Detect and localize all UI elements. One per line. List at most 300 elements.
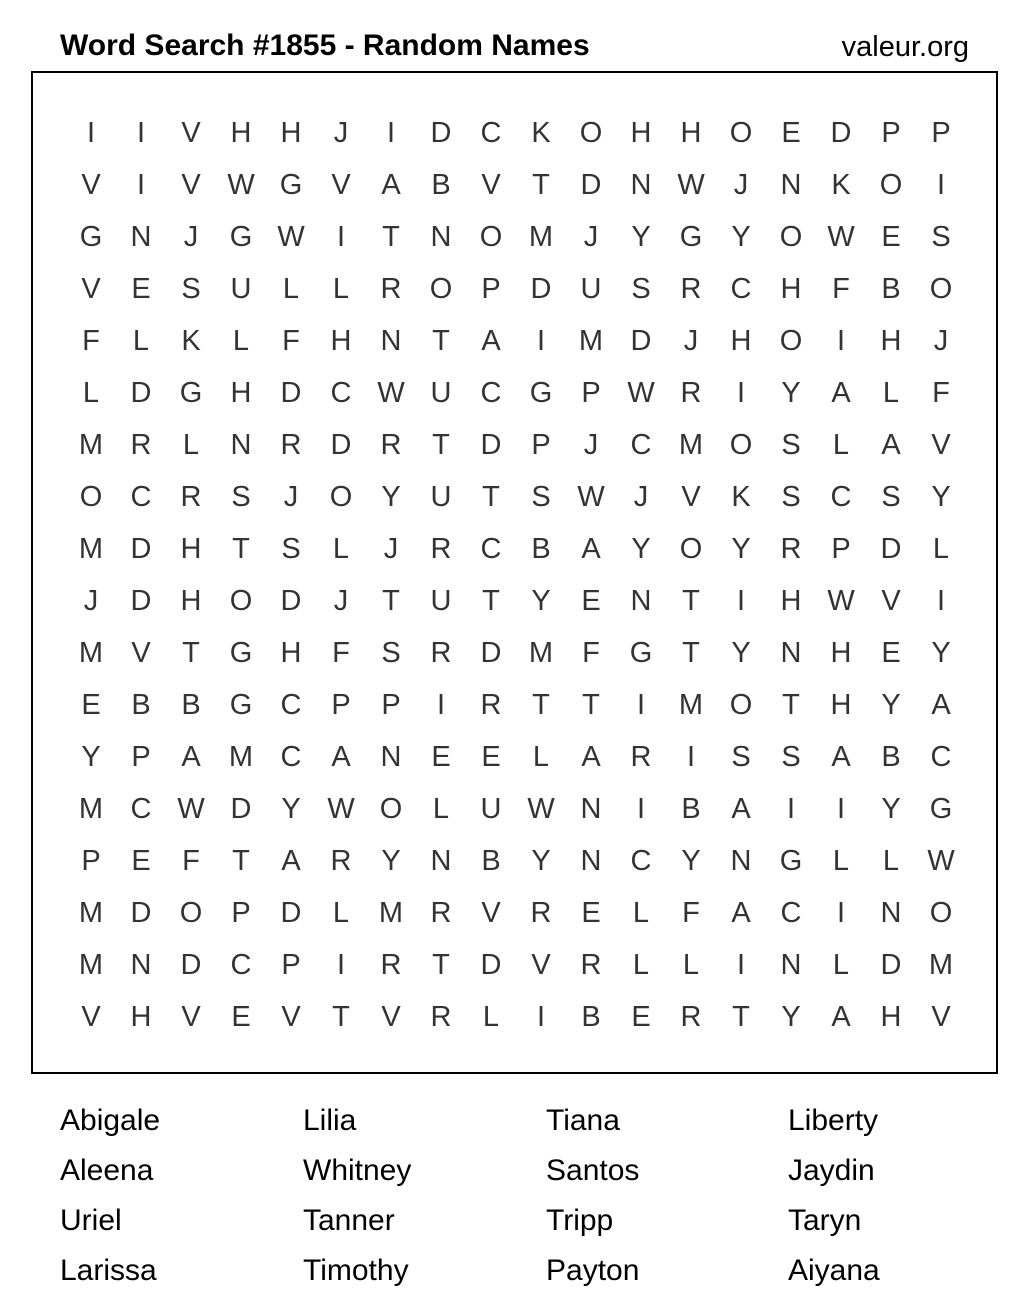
grid-cell[interactable]: H (780, 273, 802, 305)
grid-cell[interactable]: D (130, 533, 152, 565)
grid-cell[interactable]: O (779, 325, 803, 357)
grid-cell[interactable]: P (831, 533, 851, 565)
grid-cell[interactable]: J (683, 325, 699, 357)
grid-cell[interactable]: I (136, 169, 146, 201)
grid-cell[interactable]: S (631, 273, 651, 305)
grid-cell[interactable]: E (781, 117, 801, 149)
grid-cell[interactable]: C (280, 741, 302, 773)
grid-cell[interactable]: I (536, 1001, 546, 1033)
grid-cell[interactable]: H (830, 689, 852, 721)
grid-cell[interactable]: R (380, 949, 402, 981)
grid-cell[interactable]: G (179, 377, 203, 409)
grid-cell[interactable]: H (630, 117, 652, 149)
grid-cell[interactable]: I (936, 585, 946, 617)
grid-cell[interactable]: P (381, 689, 401, 721)
grid-cell[interactable]: O (579, 117, 603, 149)
grid-cell[interactable]: R (680, 377, 702, 409)
grid-cell[interactable]: T (232, 533, 250, 565)
grid-cell[interactable]: R (480, 689, 502, 721)
grid-cell[interactable]: M (78, 533, 104, 565)
grid-cell[interactable]: L (832, 845, 850, 877)
grid-cell[interactable]: U (430, 585, 452, 617)
grid-cell[interactable]: S (781, 741, 801, 773)
grid-cell[interactable]: O (929, 273, 953, 305)
grid-cell[interactable]: O (729, 117, 753, 149)
grid-cell[interactable]: C (630, 429, 652, 461)
grid-cell[interactable]: T (682, 585, 700, 617)
grid-cell[interactable]: Y (531, 585, 551, 617)
grid-cell[interactable]: I (86, 117, 96, 149)
grid-cell[interactable]: B (881, 273, 901, 305)
grid-cell[interactable]: J (333, 117, 349, 149)
grid-cell[interactable]: M (78, 793, 104, 825)
grid-cell[interactable]: R (180, 481, 202, 513)
grid-cell[interactable]: N (430, 845, 452, 877)
grid-cell[interactable]: A (281, 845, 301, 877)
grid-cell[interactable]: N (130, 221, 152, 253)
grid-cell[interactable]: J (633, 481, 649, 513)
grid-cell[interactable]: A (831, 1001, 851, 1033)
grid-cell[interactable]: A (831, 377, 851, 409)
grid-cell[interactable]: C (830, 481, 852, 513)
grid-cell[interactable]: I (936, 169, 946, 201)
grid-cell[interactable]: P (331, 689, 351, 721)
grid-cell[interactable]: C (130, 793, 152, 825)
grid-cell[interactable]: H (330, 325, 352, 357)
grid-cell[interactable]: H (880, 325, 902, 357)
grid-cell[interactable]: T (382, 221, 400, 253)
grid-cell[interactable]: N (780, 169, 802, 201)
grid-cell[interactable]: N (630, 169, 652, 201)
grid-cell[interactable]: N (230, 429, 252, 461)
grid-cell[interactable]: G (629, 637, 653, 669)
grid-cell[interactable]: W (177, 793, 205, 825)
grid-cell[interactable]: V (881, 585, 901, 617)
grid-cell[interactable]: J (583, 429, 599, 461)
grid-cell[interactable]: H (180, 533, 202, 565)
grid-cell[interactable]: T (532, 169, 550, 201)
grid-cell[interactable]: U (430, 377, 452, 409)
grid-cell[interactable]: R (330, 845, 352, 877)
grid-cell[interactable]: P (931, 117, 951, 149)
grid-cell[interactable]: H (730, 325, 752, 357)
grid-cell[interactable]: T (532, 689, 550, 721)
grid-cell[interactable]: D (480, 637, 502, 669)
grid-cell[interactable]: D (130, 585, 152, 617)
grid-cell[interactable]: T (782, 689, 800, 721)
grid-cell[interactable]: H (180, 585, 202, 617)
grid-cell[interactable]: L (632, 949, 650, 981)
grid-cell[interactable]: V (381, 1001, 401, 1033)
grid-cell[interactable]: T (482, 481, 500, 513)
grid-cell[interactable]: W (227, 169, 255, 201)
grid-cell[interactable]: I (336, 221, 346, 253)
grid-cell[interactable]: S (281, 533, 301, 565)
grid-cell[interactable]: N (580, 845, 602, 877)
grid-cell[interactable]: O (779, 221, 803, 253)
grid-cell[interactable]: J (733, 169, 749, 201)
grid-cell[interactable]: B (481, 845, 501, 877)
grid-cell[interactable]: I (736, 377, 746, 409)
grid-cell[interactable]: U (580, 273, 602, 305)
grid-cell[interactable]: R (780, 533, 802, 565)
grid-cell[interactable]: P (531, 429, 551, 461)
grid-cell[interactable]: G (79, 221, 103, 253)
grid-cell[interactable]: Y (881, 689, 901, 721)
grid-cell[interactable]: I (536, 325, 546, 357)
grid-cell[interactable]: C (780, 897, 802, 929)
grid-cell[interactable]: R (530, 897, 552, 929)
grid-cell[interactable]: B (581, 1001, 601, 1033)
grid-cell[interactable]: V (131, 637, 151, 669)
grid-cell[interactable]: A (181, 741, 201, 773)
grid-cell[interactable]: O (729, 429, 753, 461)
grid-cell[interactable]: F (932, 377, 950, 409)
grid-cell[interactable]: Y (931, 481, 951, 513)
grid-cell[interactable]: I (786, 793, 796, 825)
grid-cell[interactable]: D (130, 377, 152, 409)
grid-cell[interactable]: D (280, 585, 302, 617)
grid-cell[interactable]: O (329, 481, 353, 513)
grid-cell[interactable]: E (881, 637, 901, 669)
grid-cell[interactable]: D (630, 325, 652, 357)
grid-cell[interactable]: B (681, 793, 701, 825)
grid-cell[interactable]: I (736, 585, 746, 617)
grid-cell[interactable]: A (481, 325, 501, 357)
grid-cell[interactable]: D (430, 117, 452, 149)
grid-cell[interactable]: M (678, 689, 704, 721)
grid-cell[interactable]: R (380, 273, 402, 305)
grid-cell[interactable]: V (681, 481, 701, 513)
grid-cell[interactable]: R (680, 273, 702, 305)
grid-cell[interactable]: B (431, 169, 451, 201)
grid-cell[interactable]: U (480, 793, 502, 825)
grid-cell[interactable]: N (880, 897, 902, 929)
grid-cell[interactable]: Y (81, 741, 101, 773)
grid-cell[interactable]: R (430, 1001, 452, 1033)
grid-cell[interactable]: E (581, 897, 601, 929)
grid-cell[interactable]: K (831, 169, 851, 201)
grid-cell[interactable]: L (332, 897, 350, 929)
grid-cell[interactable]: E (881, 221, 901, 253)
grid-cell[interactable]: I (836, 897, 846, 929)
grid-cell[interactable]: Y (281, 793, 301, 825)
grid-cell[interactable]: J (333, 585, 349, 617)
grid-cell[interactable]: F (582, 637, 600, 669)
grid-cell[interactable]: I (436, 689, 446, 721)
grid-cell[interactable]: A (931, 689, 951, 721)
grid-cell[interactable]: N (380, 741, 402, 773)
grid-cell[interactable]: L (232, 325, 250, 357)
grid-cell[interactable]: G (929, 793, 953, 825)
grid-cell[interactable]: N (730, 845, 752, 877)
grid-cell[interactable]: I (136, 117, 146, 149)
grid-cell[interactable]: L (632, 897, 650, 929)
grid-cell[interactable]: L (482, 1001, 500, 1033)
grid-cell[interactable]: W (677, 169, 705, 201)
grid-cell[interactable]: O (679, 533, 703, 565)
grid-cell[interactable]: D (480, 429, 502, 461)
grid-cell[interactable]: M (228, 741, 254, 773)
grid-cell[interactable]: O (879, 169, 903, 201)
grid-cell[interactable]: M (528, 221, 554, 253)
grid-cell[interactable]: N (380, 325, 402, 357)
grid-cell[interactable]: D (280, 377, 302, 409)
grid-cell[interactable]: L (432, 793, 450, 825)
grid-cell[interactable]: W (927, 845, 955, 877)
grid-cell[interactable]: Y (631, 533, 651, 565)
grid-cell[interactable]: I (636, 689, 646, 721)
grid-cell[interactable]: N (580, 793, 602, 825)
grid-cell[interactable]: D (580, 169, 602, 201)
grid-cell[interactable]: L (132, 325, 150, 357)
grid-cell[interactable]: R (680, 1001, 702, 1033)
grid-cell[interactable]: R (130, 429, 152, 461)
grid-cell[interactable]: C (480, 117, 502, 149)
grid-cell[interactable]: O (479, 221, 503, 253)
grid-cell[interactable]: J (933, 325, 949, 357)
grid-cell[interactable]: Y (381, 845, 401, 877)
grid-cell[interactable]: L (882, 377, 900, 409)
grid-cell[interactable]: C (230, 949, 252, 981)
grid-cell[interactable]: W (277, 221, 305, 253)
grid-cell[interactable]: V (531, 949, 551, 981)
grid-cell[interactable]: D (480, 949, 502, 981)
grid-cell[interactable]: T (432, 325, 450, 357)
grid-cell[interactable]: B (181, 689, 201, 721)
grid-cell[interactable]: R (580, 949, 602, 981)
grid-cell[interactable]: R (430, 637, 452, 669)
grid-cell[interactable]: W (527, 793, 555, 825)
grid-cell[interactable]: T (482, 585, 500, 617)
grid-cell[interactable]: S (931, 221, 951, 253)
grid-cell[interactable]: A (581, 741, 601, 773)
grid-cell[interactable]: A (731, 897, 751, 929)
grid-cell[interactable]: H (280, 637, 302, 669)
grid-cell[interactable]: E (431, 741, 451, 773)
grid-cell[interactable]: I (636, 793, 646, 825)
grid-cell[interactable]: C (630, 845, 652, 877)
grid-cell[interactable]: S (231, 481, 251, 513)
grid-cell[interactable]: P (581, 377, 601, 409)
grid-cell[interactable]: S (381, 637, 401, 669)
grid-cell[interactable]: E (131, 845, 151, 877)
grid-cell[interactable]: W (827, 585, 855, 617)
grid-cell[interactable]: F (682, 897, 700, 929)
grid-cell[interactable]: A (581, 533, 601, 565)
grid-cell[interactable]: G (529, 377, 553, 409)
grid-cell[interactable]: T (232, 845, 250, 877)
grid-cell[interactable]: F (832, 273, 850, 305)
grid-cell[interactable]: J (183, 221, 199, 253)
grid-cell[interactable]: F (332, 637, 350, 669)
grid-cell[interactable]: C (280, 689, 302, 721)
grid-cell[interactable]: C (330, 377, 352, 409)
grid-cell[interactable]: L (932, 533, 950, 565)
grid-cell[interactable]: J (583, 221, 599, 253)
grid-cell[interactable]: L (532, 741, 550, 773)
grid-cell[interactable]: H (230, 377, 252, 409)
grid-cell[interactable]: W (827, 221, 855, 253)
grid-cell[interactable]: M (528, 637, 554, 669)
grid-cell[interactable]: L (82, 377, 100, 409)
grid-cell[interactable]: Y (931, 637, 951, 669)
grid-cell[interactable]: L (832, 429, 850, 461)
grid-cell[interactable]: T (582, 689, 600, 721)
grid-cell[interactable]: V (81, 273, 101, 305)
grid-cell[interactable]: I (686, 741, 696, 773)
grid-cell[interactable]: R (380, 429, 402, 461)
grid-cell[interactable]: Y (731, 637, 751, 669)
grid-cell[interactable]: N (630, 585, 652, 617)
grid-cell[interactable]: V (931, 429, 951, 461)
grid-cell[interactable]: Y (781, 377, 801, 409)
grid-cell[interactable]: S (881, 481, 901, 513)
grid-cell[interactable]: J (383, 533, 399, 565)
grid-cell[interactable]: L (282, 273, 300, 305)
grid-cell[interactable]: D (230, 793, 252, 825)
grid-cell[interactable]: V (81, 1001, 101, 1033)
grid-cell[interactable]: G (679, 221, 703, 253)
grid-cell[interactable]: O (379, 793, 403, 825)
grid-cell[interactable]: G (229, 221, 253, 253)
grid-cell[interactable]: N (430, 221, 452, 253)
grid-cell[interactable]: O (229, 585, 253, 617)
grid-cell[interactable]: C (130, 481, 152, 513)
grid-cell[interactable]: Y (381, 481, 401, 513)
grid-cell[interactable]: H (230, 117, 252, 149)
grid-cell[interactable]: M (78, 637, 104, 669)
grid-cell[interactable]: Y (681, 845, 701, 877)
grid-cell[interactable]: I (336, 949, 346, 981)
grid-cell[interactable]: V (181, 1001, 201, 1033)
grid-cell[interactable]: D (830, 117, 852, 149)
grid-cell[interactable]: P (881, 117, 901, 149)
grid-cell[interactable]: I (736, 949, 746, 981)
grid-cell[interactable]: F (182, 845, 200, 877)
grid-cell[interactable]: U (230, 273, 252, 305)
grid-cell[interactable]: L (832, 949, 850, 981)
grid-cell[interactable]: R (430, 533, 452, 565)
grid-cell[interactable]: S (531, 481, 551, 513)
grid-cell[interactable]: P (231, 897, 251, 929)
grid-cell[interactable]: Y (531, 845, 551, 877)
grid-cell[interactable]: J (83, 585, 99, 617)
grid-cell[interactable]: I (836, 325, 846, 357)
grid-cell[interactable]: L (682, 949, 700, 981)
grid-cell[interactable]: I (386, 117, 396, 149)
grid-cell[interactable]: T (682, 637, 700, 669)
grid-cell[interactable]: Y (781, 1001, 801, 1033)
grid-cell[interactable]: K (731, 481, 751, 513)
grid-cell[interactable]: D (180, 949, 202, 981)
grid-cell[interactable]: V (331, 169, 351, 201)
grid-cell[interactable]: C (930, 741, 952, 773)
grid-cell[interactable]: G (779, 845, 803, 877)
grid-cell[interactable]: V (481, 897, 501, 929)
grid-cell[interactable]: K (531, 117, 551, 149)
grid-cell[interactable]: D (330, 429, 352, 461)
grid-cell[interactable]: D (530, 273, 552, 305)
grid-cell[interactable]: Y (731, 533, 751, 565)
grid-cell[interactable]: L (332, 533, 350, 565)
grid-cell[interactable]: V (481, 169, 501, 201)
grid-cell[interactable]: S (181, 273, 201, 305)
grid-cell[interactable]: V (181, 169, 201, 201)
grid-cell[interactable]: T (382, 585, 400, 617)
grid-cell[interactable]: C (730, 273, 752, 305)
grid-cell[interactable]: M (78, 429, 104, 461)
grid-cell[interactable]: P (131, 741, 151, 773)
grid-cell[interactable]: J (283, 481, 299, 513)
grid-cell[interactable]: F (82, 325, 100, 357)
grid-cell[interactable]: E (481, 741, 501, 773)
grid-cell[interactable]: H (130, 1001, 152, 1033)
grid-cell[interactable]: E (131, 273, 151, 305)
grid-cell[interactable]: A (831, 741, 851, 773)
grid-cell[interactable]: G (279, 169, 303, 201)
grid-cell[interactable]: W (377, 377, 405, 409)
grid-cell[interactable]: V (931, 1001, 951, 1033)
grid-cell[interactable]: M (578, 325, 604, 357)
grid-cell[interactable]: O (79, 481, 103, 513)
grid-cell[interactable]: C (480, 377, 502, 409)
grid-cell[interactable]: A (881, 429, 901, 461)
grid-cell[interactable]: E (81, 689, 101, 721)
grid-cell[interactable]: K (181, 325, 201, 357)
grid-cell[interactable]: B (131, 689, 151, 721)
grid-cell[interactable]: N (780, 637, 802, 669)
grid-cell[interactable]: F (282, 325, 300, 357)
grid-cell[interactable]: W (327, 793, 355, 825)
grid-cell[interactable]: W (627, 377, 655, 409)
grid-cell[interactable]: B (531, 533, 551, 565)
grid-cell[interactable]: Y (631, 221, 651, 253)
grid-cell[interactable]: L (182, 429, 200, 461)
grid-cell[interactable]: T (732, 1001, 750, 1033)
grid-cell[interactable]: G (229, 637, 253, 669)
grid-cell[interactable]: I (836, 793, 846, 825)
grid-cell[interactable]: O (929, 897, 953, 929)
grid-cell[interactable]: M (78, 897, 104, 929)
grid-cell[interactable]: O (729, 689, 753, 721)
grid-cell[interactable]: V (281, 1001, 301, 1033)
grid-cell[interactable]: S (781, 481, 801, 513)
grid-cell[interactable]: Y (881, 793, 901, 825)
grid-cell[interactable]: E (231, 1001, 251, 1033)
grid-cell[interactable]: T (182, 637, 200, 669)
grid-cell[interactable]: G (229, 689, 253, 721)
grid-cell[interactable]: P (81, 845, 101, 877)
grid-cell[interactable]: H (780, 585, 802, 617)
grid-cell[interactable]: H (280, 117, 302, 149)
grid-cell[interactable]: A (731, 793, 751, 825)
grid-cell[interactable]: E (631, 1001, 651, 1033)
grid-cell[interactable]: V (181, 117, 201, 149)
grid-cell[interactable]: D (280, 897, 302, 929)
grid-cell[interactable]: E (581, 585, 601, 617)
grid-cell[interactable]: R (280, 429, 302, 461)
grid-cell[interactable]: B (881, 741, 901, 773)
grid-cell[interactable]: R (430, 897, 452, 929)
grid-cell[interactable]: L (882, 845, 900, 877)
grid-cell[interactable]: R (630, 741, 652, 773)
grid-cell[interactable]: O (429, 273, 453, 305)
grid-cell[interactable]: D (130, 897, 152, 929)
grid-cell[interactable]: M (378, 897, 404, 929)
grid-cell[interactable]: S (731, 741, 751, 773)
grid-cell[interactable]: N (780, 949, 802, 981)
